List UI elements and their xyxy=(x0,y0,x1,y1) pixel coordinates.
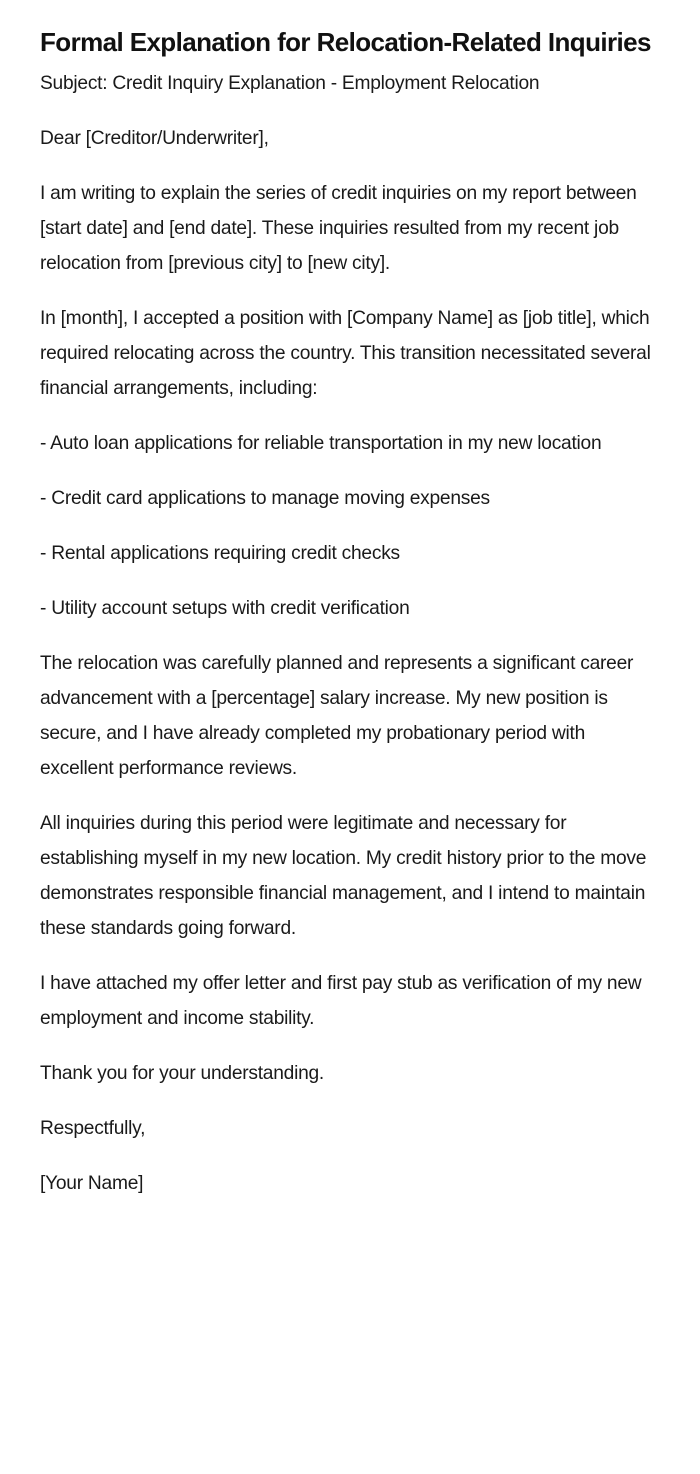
list-item: - Auto loan applications for reliable transportation in my new location xyxy=(40,433,602,454)
salutation: Dear [Creditor/Underwriter], xyxy=(40,128,269,149)
intro-paragraph: I am writing to explain the series of credit inquiries on my report between [start date] and [end date]. These inquiries resulted from my recent job relocation from [previous city] to [new city]. xyxy=(40,183,637,274)
signature: [Your Name] xyxy=(40,1173,144,1194)
document-title: Formal Explanation for Relocation-Related Inquiries xyxy=(40,27,651,57)
list-item: - Rental applications requiring credit checks xyxy=(40,543,400,564)
career-paragraph: The relocation was carefully planned and represents a significant career advancement with a [percentage] salary increase. My new position is secure, and I have already completed my probationary period with excellent performance reviews. xyxy=(40,653,634,779)
signoff: Respectfully, xyxy=(40,1118,146,1139)
list-item: - Utility account setups with credit verification xyxy=(40,598,410,619)
context-paragraph: In [month], I accepted a position with [Company Name] as [job title], which required relocating across the country. This transition necessitated several financial arrangements, including: xyxy=(40,308,651,399)
legitimacy-paragraph: All inquiries during this period were legitimate and necessary for establishing myself in my new location. My credit history prior to the move demonstrates responsible financial management, and I intend to maintain these standards going forward. xyxy=(40,813,647,939)
subject-line: Subject: Credit Inquiry Explanation - Employment Relocation xyxy=(40,73,540,94)
attachments-paragraph: I have attached my offer letter and first pay stub as verification of my new employment and income stability. xyxy=(40,973,642,1029)
thank-you-line: Thank you for your understanding. xyxy=(40,1063,325,1084)
list-item: - Credit card applications to manage moving expenses xyxy=(40,488,490,509)
